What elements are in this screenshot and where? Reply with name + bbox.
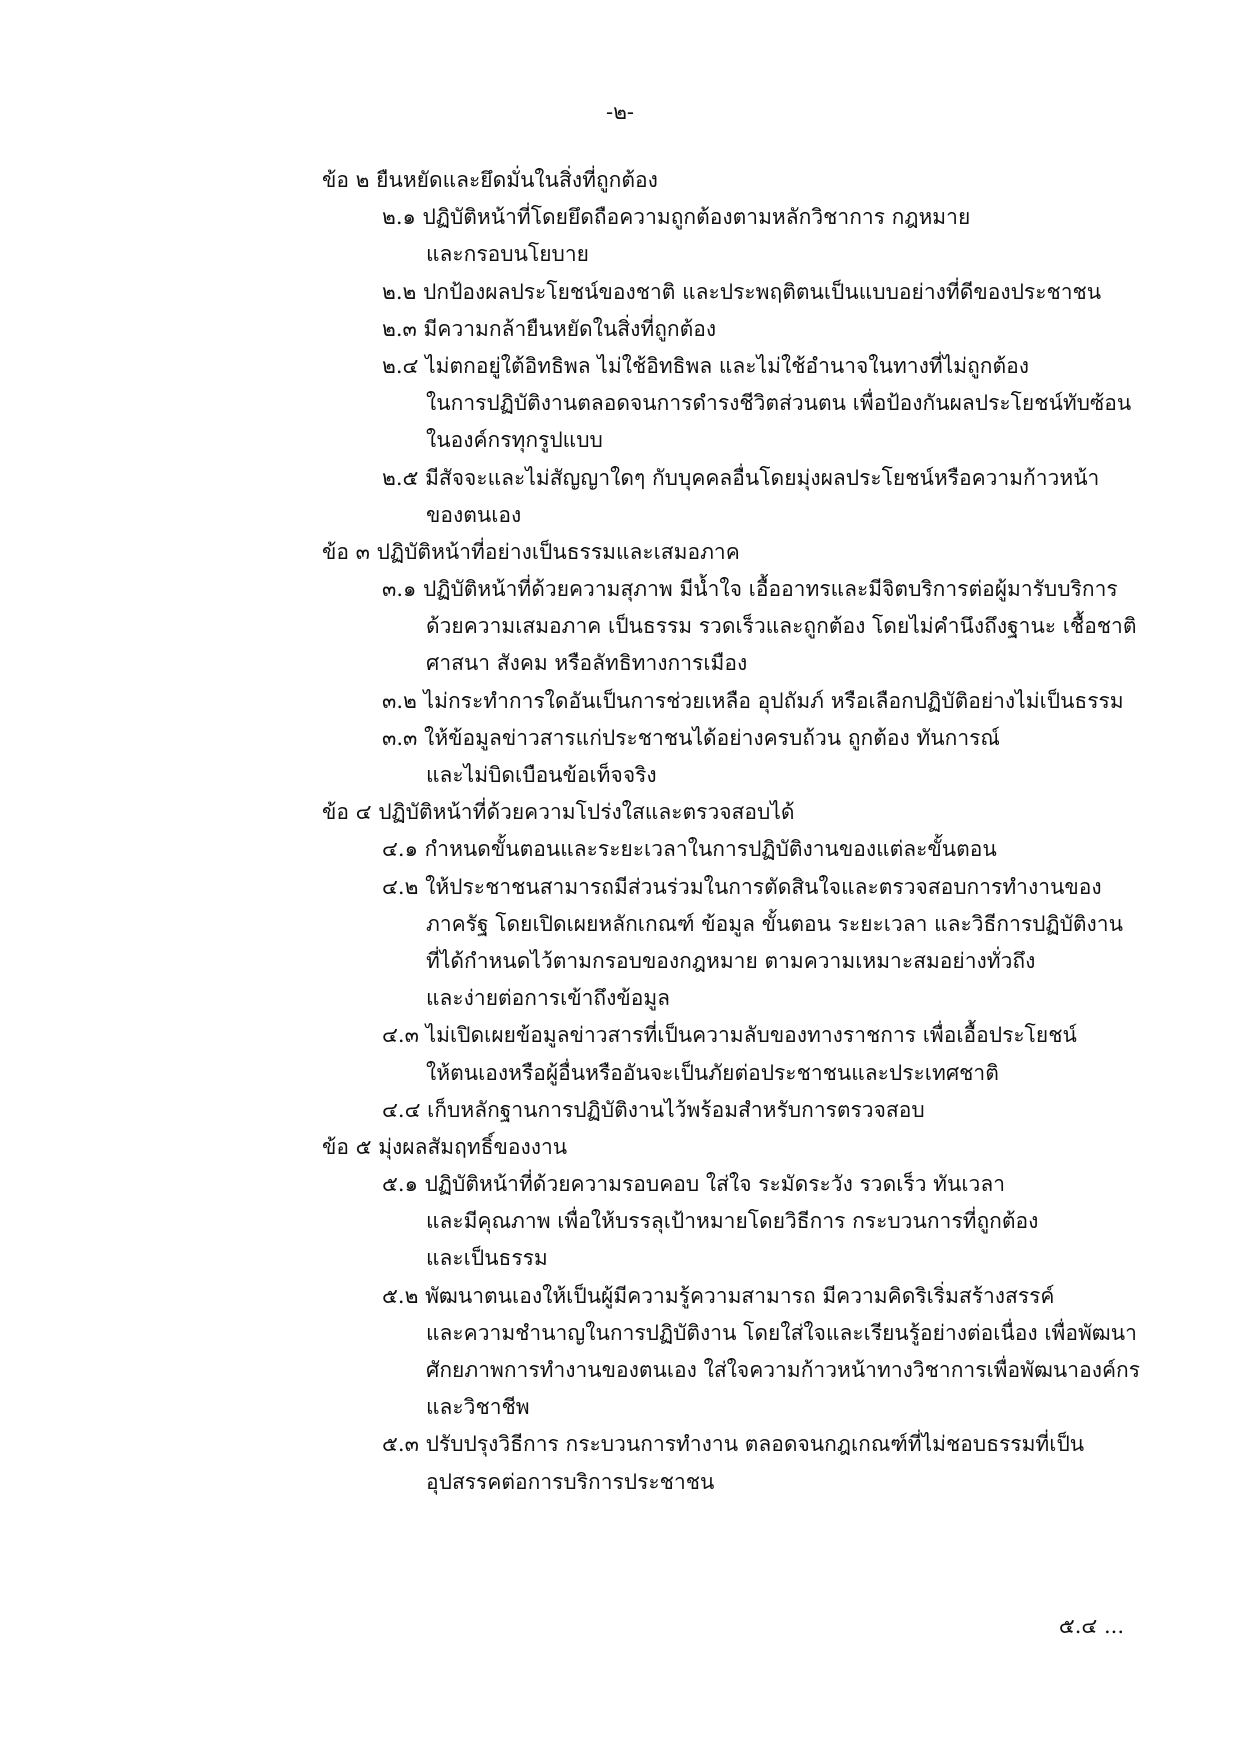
document-body	[322, 162, 1202, 1501]
continuation-marker: ๕.๔ ...	[1058, 1614, 1124, 1638]
clause-continuation: ภาครัฐ โดยเปิดเผยหลักเกณฑ์ ข้อมูล ขั้นตอน ระยะเวลา และวิธีการปฏิบัติงาน	[426, 911, 1123, 936]
clause-continuation: ให้ตนเองหรือผู้อื่นหรืออันจะเป็นภัยต่อประชาชนและประเทศชาติ	[426, 1060, 999, 1085]
clause-continuation: ด้วยความเสมอภาค เป็นธรรม รวดเร็วและถูกต้อง โดยไม่คำนึงถึงฐานะ เชื้อชาติ	[426, 614, 1137, 639]
clause-continuation: ศาสนา สังคม หรือลัทธิทางการเมือง	[426, 651, 748, 676]
clause-continuation: ศักยภาพการทำงานของตนเอง ใส่ใจความก้าวหน้าทางวิชาการเพื่อพัฒนาองค์กร	[426, 1358, 1140, 1382]
clause-line: ๔.๑ กำหนดขั้นตอนและระยะเวลาในการปฏิบัติงานของแต่ละขั้นตอน	[382, 837, 997, 862]
clause-continuation: และไม่บิดเบือนข้อเท็จจริง	[426, 763, 657, 787]
clause-continuation: ในการปฏิบัติงานตลอดจนการดำรงชีวิตส่วนตน เพื่อป้องกันผลประโยชน์ทับซ้อน	[426, 391, 1132, 416]
clause-continuation: ที่ได้กำหนดไว้ตามกรอบของกฎหมาย ตามความเหมาะสมอย่างทั่วถึง	[426, 948, 1036, 973]
clause-line: ๒.๓ มีความกล้ายืนหยัดในสิ่งที่ถูกต้อง	[382, 316, 717, 341]
section-heading: ข้อ ๓ ปฏิบัติหน้าที่อย่างเป็นธรรมและเสมอภาค	[322, 539, 740, 564]
section-heading: ข้อ ๕ มุ่งผลสัมฤทธิ์ของงาน	[322, 1134, 568, 1159]
clause-line: ๕.๒ พัฒนาตนเองให้เป็นผู้มีความรู้ความสามารถ มีความคิดริเริ่มสร้างสรรค์	[382, 1283, 1055, 1308]
clause-continuation: และกรอบนโยบาย	[426, 242, 589, 267]
clause-line: ๕.๑ ปฏิบัติหน้าที่ด้วยความรอบคอบ ใส่ใจ ระมัดระวัง รวดเร็ว ทันเวลา	[382, 1172, 1005, 1197]
clause-continuation: อุปสรรคต่อการบริการประชาชน	[426, 1469, 715, 1494]
clause-line: ๓.๑ ปฏิบัติหน้าที่ด้วยความสุภาพ มีน้ำใจ เอื้ออาทรและมีจิตบริการต่อผู้มารับบริการ	[382, 577, 1118, 602]
clause-line: ๓.๓ ให้ข้อมูลข่าวสารแก่ประชาชนได้อย่างครบถ้วน ถูกต้อง ทันการณ์	[382, 725, 1000, 750]
clause-continuation: และเป็นธรรม	[426, 1246, 548, 1271]
clause-line: ๒.๕ มีสัจจะและไม่สัญญาใดๆ กับบุคคลอื่นโดยมุ่งผลประโยชน์หรือความก้าวหน้า	[382, 465, 1100, 490]
clause-continuation: ในองค์กรทุกรูปแบบ	[426, 428, 603, 453]
clause-continuation: และมีคุณภาพ เพื่อให้บรรลุเป้าหมายโดยวิธีการ กระบวนการที่ถูกต้อง	[426, 1209, 1039, 1234]
clause-line: ๒.๒ ปกป้องผลประโยชน์ของชาติ และประพฤติตนเป็นแบบอย่างที่ดีของประชาชน	[382, 279, 1102, 304]
clause-continuation: และวิชาชีพ	[426, 1395, 530, 1420]
section-heading: ข้อ ๒ ยืนหยัดและยึดมั่นในสิ่งที่ถูกต้อง	[322, 168, 658, 192]
clause-line: ๕.๓ ปรับปรุงวิธีการ กระบวนการทำงาน ตลอดจนกฎเกณฑ์ที่ไม่ชอบธรรมที่เป็น	[382, 1432, 1085, 1457]
clause-line: ๒.๔ ไม่ตกอยู่ใต้อิทธิพล ไม่ใช้อิทธิพล และไม่ใช้อำนาจในทางที่ไม่ถูกต้อง	[382, 353, 1030, 378]
clause-line: ๒.๑ ปฏิบัติหน้าที่โดยยึดถือความถูกต้องตามหลักวิชาการ กฎหมาย	[382, 205, 971, 230]
clause-line: ๔.๔ เก็บหลักฐานการปฏิบัติงานไว้พร้อมสำหรับการตรวจสอบ	[382, 1097, 925, 1122]
clause-continuation: ของตนเอง	[426, 502, 522, 527]
page-number: -๒-	[605, 100, 635, 124]
clause-line: ๓.๒ ไม่กระทำการใดอันเป็นการช่วยเหลือ อุปถัมภ์ หรือเลือกปฏิบัติอย่างไม่เป็นธรรม	[382, 688, 1124, 713]
clause-continuation: และความชำนาญในการปฏิบัติงาน โดยใส่ใจและเรียนรู้อย่างต่อเนื่อง เพื่อพัฒนา	[426, 1320, 1137, 1345]
clause-continuation: และง่ายต่อการเข้าถึงข้อมูล	[426, 986, 671, 1011]
clause-line: ๔.๒ ให้ประชาชนสามารถมีส่วนร่วมในการตัดสินใจและตรวจสอบการทำงานของ	[382, 874, 1102, 899]
section-heading: ข้อ ๔ ปฏิบัติหน้าที่ด้วยความโปร่งใสและตรวจสอบได้	[322, 800, 795, 825]
clause-line: ๔.๓ ไม่เปิดเผยข้อมูลข่าวสารที่เป็นความลับของทางราชการ เพื่อเอื้อประโยชน์	[382, 1023, 1077, 1048]
